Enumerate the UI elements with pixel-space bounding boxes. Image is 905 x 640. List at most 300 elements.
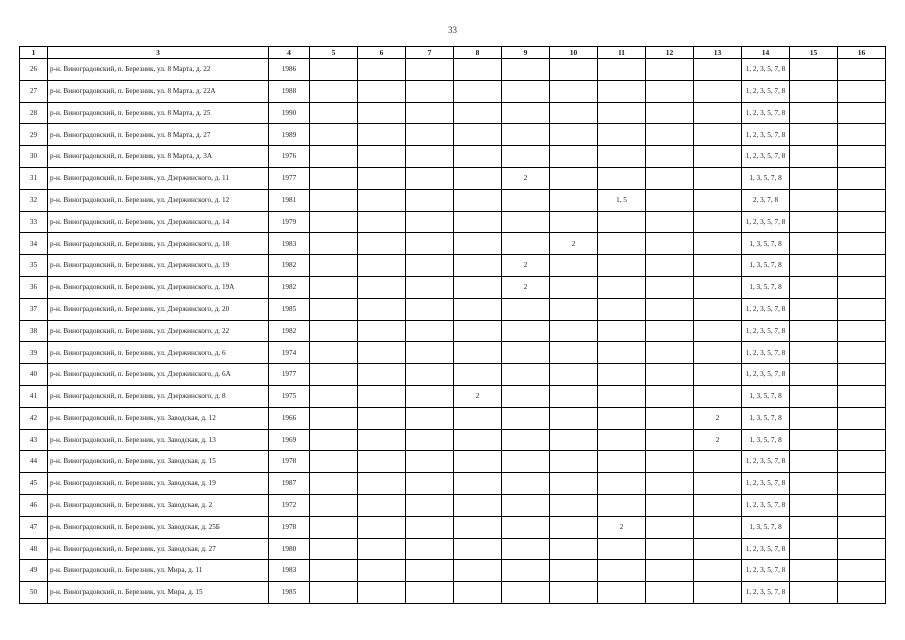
value-cell [838,364,886,386]
table-row [20,560,886,582]
value-cell [838,189,886,211]
value-cell [694,451,742,473]
value-cell [454,102,502,124]
value-cell [646,59,694,81]
value-cell [358,429,406,451]
value-cell: 2 [502,255,550,277]
value-cell [310,364,358,386]
value-cell: 1, 2, 3, 5, 7, 8 [742,538,790,560]
value-cell [646,364,694,386]
value-cell [646,124,694,146]
value-cell [454,298,502,320]
row-number-cell: 32 [20,189,48,211]
row-number-cell: 36 [20,276,48,298]
value-cell [406,80,454,102]
value-cell [454,364,502,386]
value-cell [406,451,454,473]
value-cell [598,211,646,233]
column-header: 13 [694,47,742,59]
value-cell [646,80,694,102]
value-cell [694,385,742,407]
table-row [20,146,886,168]
value-cell [310,102,358,124]
row-number-cell: 28 [20,102,48,124]
value-cell [358,124,406,146]
value-cell [646,298,694,320]
value-cell [646,451,694,473]
address-cell: р-н. Виноградовский, п. Березник, ул. Заводская, д. 2 [48,494,269,516]
address-cell: р-н. Виноградовский, п. Березник, ул. Дзержинского, д. 19 [48,255,269,277]
value-cell [406,582,454,604]
year-cell: 1982 [269,320,310,342]
value-cell [502,473,550,495]
value-cell [598,385,646,407]
value-cell [310,59,358,81]
value-cell [598,233,646,255]
value-cell [838,320,886,342]
value-cell [790,146,838,168]
value-cell [454,451,502,473]
year-cell: 1975 [269,385,310,407]
value-cell [358,385,406,407]
value-cell [790,342,838,364]
value-cell [406,342,454,364]
value-cell [790,451,838,473]
row-number-cell: 40 [20,364,48,386]
value-cell [358,80,406,102]
value-cell [646,233,694,255]
value-cell: 1, 2, 3, 5, 7, 8 [742,560,790,582]
value-cell [358,473,406,495]
year-cell: 1986 [269,59,310,81]
value-cell [838,473,886,495]
table-row [20,211,886,233]
value-cell: 1, 3, 5, 7, 8 [742,407,790,429]
value-cell [838,59,886,81]
value-cell [790,80,838,102]
table-row [20,407,886,429]
value-cell: 1, 2, 3, 5, 7, 8 [742,320,790,342]
value-cell [598,102,646,124]
value-cell: 1, 2, 3, 5, 7, 8 [742,59,790,81]
value-cell: 1, 2, 3, 5, 7, 8 [742,146,790,168]
value-cell [310,560,358,582]
value-cell [598,451,646,473]
value-cell [790,255,838,277]
value-cell: 1, 2, 3, 5, 7, 8 [742,342,790,364]
value-cell [838,233,886,255]
value-cell [550,255,598,277]
value-cell [646,342,694,364]
value-cell [502,124,550,146]
address-cell: р-н. Виноградовский, п. Березник, ул. Заводская, д. 25Б [48,516,269,538]
value-cell [598,146,646,168]
value-cell [310,494,358,516]
value-cell: 2, 3, 7, 8 [742,189,790,211]
row-number-cell: 30 [20,146,48,168]
value-cell [502,342,550,364]
value-cell [454,276,502,298]
table-row [20,538,886,560]
table-row [20,473,886,495]
value-cell [646,473,694,495]
address-cell: р-н. Виноградовский, п. Березник, ул. Заводская, д. 13 [48,429,269,451]
value-cell [358,582,406,604]
value-cell [838,80,886,102]
value-cell [502,211,550,233]
value-cell [694,255,742,277]
value-cell: 2 [454,385,502,407]
table-row [20,80,886,102]
value-cell [550,320,598,342]
value-cell [550,124,598,146]
value-cell [406,189,454,211]
year-cell: 1982 [269,255,310,277]
value-cell [550,473,598,495]
row-number-cell: 31 [20,167,48,189]
row-number-cell: 43 [20,429,48,451]
value-cell [694,146,742,168]
value-cell [454,59,502,81]
value-cell [838,124,886,146]
value-cell [310,255,358,277]
value-cell: 1, 3, 5, 7, 8 [742,429,790,451]
value-cell [838,342,886,364]
table-row [20,59,886,81]
value-cell [790,211,838,233]
value-cell [550,342,598,364]
value-cell [646,211,694,233]
year-cell: 1974 [269,342,310,364]
address-cell: р-н. Виноградовский, п. Березник, ул. Дзержинского, д. 12 [48,189,269,211]
value-cell [502,516,550,538]
value-cell [358,560,406,582]
value-cell: 2 [502,167,550,189]
row-number-cell: 45 [20,473,48,495]
row-number-cell: 44 [20,451,48,473]
address-cell: р-н. Виноградовский, п. Березник, ул. Дзержинского, д. 6 [48,342,269,364]
value-cell [454,582,502,604]
value-cell [310,167,358,189]
value-cell [598,276,646,298]
address-cell: р-н. Виноградовский, п. Березник, ул. Дзержинского, д. 11 [48,167,269,189]
value-cell [454,516,502,538]
value-cell [310,80,358,102]
value-cell [646,494,694,516]
value-cell [406,211,454,233]
value-cell [502,385,550,407]
value-cell [694,582,742,604]
column-header: 16 [838,47,886,59]
value-cell [310,582,358,604]
value-cell [550,102,598,124]
column-header: 9 [502,47,550,59]
value-cell [838,538,886,560]
page-number: 33 [448,25,457,35]
value-cell [310,276,358,298]
value-cell [502,233,550,255]
value-cell [502,538,550,560]
table-row [20,494,886,516]
value-cell [406,124,454,146]
value-cell [310,538,358,560]
value-cell [838,429,886,451]
value-cell [550,451,598,473]
value-cell [310,342,358,364]
value-cell [694,342,742,364]
value-cell [550,407,598,429]
year-cell: 1982 [269,276,310,298]
value-cell [502,364,550,386]
address-cell: р-н. Виноградовский, п. Березник, ул. 8 Марта, д. 27 [48,124,269,146]
address-cell: р-н. Виноградовский, п. Березник, ул. Дзержинского, д. 18 [48,233,269,255]
value-cell [598,167,646,189]
value-cell [454,146,502,168]
year-cell: 1989 [269,124,310,146]
value-cell [550,494,598,516]
value-cell [694,473,742,495]
value-cell [838,582,886,604]
address-cell: р-н. Виноградовский, п. Березник, ул. 8 Марта, д. 25 [48,102,269,124]
value-cell [694,516,742,538]
value-cell [406,364,454,386]
value-cell: 1, 2, 3, 5, 7, 8 [742,494,790,516]
value-cell [358,255,406,277]
year-cell: 1966 [269,407,310,429]
value-cell [550,59,598,81]
column-header: 14 [742,47,790,59]
value-cell [838,146,886,168]
value-cell [502,80,550,102]
value-cell [310,146,358,168]
value-cell: 2 [502,276,550,298]
value-cell: 1, 2, 3, 5, 7, 8 [742,582,790,604]
value-cell [646,560,694,582]
value-cell [646,255,694,277]
value-cell [790,59,838,81]
year-cell: 1981 [269,189,310,211]
table-row [20,276,886,298]
year-cell: 1985 [269,298,310,320]
value-cell [406,298,454,320]
value-cell [454,429,502,451]
value-cell [406,255,454,277]
value-cell [790,276,838,298]
table-row [20,451,886,473]
value-cell [646,385,694,407]
value-cell [790,102,838,124]
value-cell [358,233,406,255]
value-cell [406,276,454,298]
row-number-cell: 42 [20,407,48,429]
value-cell [646,320,694,342]
value-cell [502,189,550,211]
value-cell [550,364,598,386]
year-cell: 1987 [269,473,310,495]
value-cell [838,255,886,277]
value-cell [502,59,550,81]
value-cell [790,385,838,407]
value-cell: 2 [550,233,598,255]
value-cell [358,189,406,211]
value-cell [646,407,694,429]
value-cell [694,124,742,146]
table-row [20,342,886,364]
value-cell [310,189,358,211]
value-cell: 1, 5 [598,189,646,211]
value-cell [598,494,646,516]
value-cell [502,494,550,516]
value-cell [310,429,358,451]
row-number-cell: 39 [20,342,48,364]
value-cell [598,429,646,451]
value-cell [454,473,502,495]
value-cell [502,560,550,582]
value-cell [358,516,406,538]
year-cell: 1976 [269,146,310,168]
table-row [20,102,886,124]
address-cell: р-н. Виноградовский, п. Березник, ул. Заводская, д. 15 [48,451,269,473]
address-cell: р-н. Виноградовский, п. Березник, ул. Мира, д. 15 [48,582,269,604]
value-cell [838,407,886,429]
value-cell [358,59,406,81]
value-cell [550,146,598,168]
value-cell [598,255,646,277]
value-cell [838,211,886,233]
value-cell [406,167,454,189]
address-cell: р-н. Виноградовский, п. Березник, ул. Заводская, д. 12 [48,407,269,429]
value-cell: 1, 2, 3, 5, 7, 8 [742,364,790,386]
value-cell [550,80,598,102]
row-number-cell: 46 [20,494,48,516]
value-cell: 1, 3, 5, 7, 8 [742,233,790,255]
value-cell: 2 [694,407,742,429]
value-cell [358,276,406,298]
value-cell [694,538,742,560]
value-cell [646,189,694,211]
value-cell [358,364,406,386]
value-cell [694,276,742,298]
value-cell [358,342,406,364]
value-cell [406,538,454,560]
value-cell [790,233,838,255]
value-cell [550,298,598,320]
year-cell: 1977 [269,364,310,386]
value-cell [694,364,742,386]
column-header: 7 [406,47,454,59]
value-cell [358,146,406,168]
value-cell [406,494,454,516]
value-cell [550,385,598,407]
row-number-cell: 50 [20,582,48,604]
value-cell [502,429,550,451]
value-cell [406,59,454,81]
value-cell [502,146,550,168]
value-cell [694,560,742,582]
value-cell [502,298,550,320]
value-cell [790,298,838,320]
value-cell [646,167,694,189]
value-cell [838,385,886,407]
value-cell [790,429,838,451]
value-cell [550,429,598,451]
value-cell [694,189,742,211]
value-cell [358,211,406,233]
year-cell: 1978 [269,516,310,538]
value-cell [358,102,406,124]
value-cell [310,451,358,473]
row-number-cell: 26 [20,59,48,81]
value-cell [550,211,598,233]
value-cell [502,582,550,604]
value-cell [646,429,694,451]
column-header: 1 [20,47,48,59]
value-cell [598,320,646,342]
value-cell [694,494,742,516]
value-cell [550,560,598,582]
year-cell: 1979 [269,211,310,233]
value-cell [694,233,742,255]
column-header: 12 [646,47,694,59]
column-header: 8 [454,47,502,59]
value-cell [646,276,694,298]
value-cell: 1, 2, 3, 5, 7, 8 [742,102,790,124]
value-cell: 1, 3, 5, 7, 8 [742,516,790,538]
value-cell: 1, 3, 5, 7, 8 [742,255,790,277]
table-row [20,582,886,604]
address-cell: р-н. Виноградовский, п. Березник, ул. Дзержинского, д. 6А [48,364,269,386]
value-cell [790,494,838,516]
value-cell [454,167,502,189]
year-cell: 1983 [269,560,310,582]
address-cell: р-н. Виноградовский, п. Березник, ул. Дзержинского, д. 19А [48,276,269,298]
value-cell: 1, 2, 3, 5, 7, 8 [742,211,790,233]
year-cell: 1977 [269,167,310,189]
value-cell [310,385,358,407]
value-cell [454,342,502,364]
value-cell [406,516,454,538]
value-cell [790,582,838,604]
value-cell [838,276,886,298]
value-cell [838,560,886,582]
table-row [20,364,886,386]
row-number-cell: 29 [20,124,48,146]
value-cell [454,494,502,516]
value-cell [790,473,838,495]
value-cell [598,538,646,560]
value-cell [838,298,886,320]
value-cell [454,560,502,582]
row-number-cell: 34 [20,233,48,255]
value-cell [502,407,550,429]
value-cell [598,59,646,81]
value-cell [406,233,454,255]
row-number-cell: 41 [20,385,48,407]
value-cell [694,320,742,342]
address-cell: р-н. Виноградовский, п. Березник, ул. Дзержинского, д. 8 [48,385,269,407]
address-cell: р-н. Виноградовский, п. Березник, ул. Заводская, д. 19 [48,473,269,495]
value-cell [598,582,646,604]
value-cell [454,407,502,429]
value-cell [310,211,358,233]
column-header: 5 [310,47,358,59]
value-cell [310,473,358,495]
table-row [20,516,886,538]
address-cell: р-н. Виноградовский, п. Березник, ул. Заводская, д. 27 [48,538,269,560]
value-cell [694,80,742,102]
value-cell [598,407,646,429]
value-cell [310,407,358,429]
